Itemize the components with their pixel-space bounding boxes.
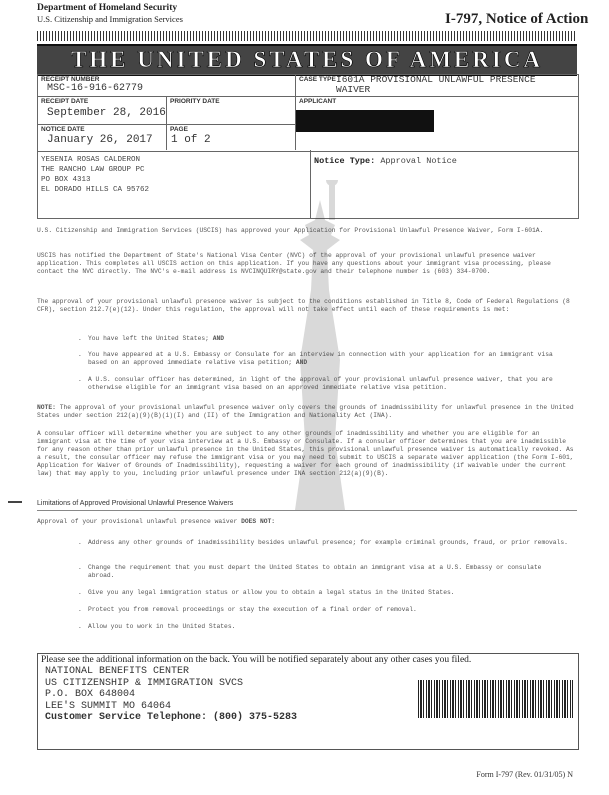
requirement-text: You have left the United States;: [88, 335, 209, 342]
limitation-item: . Protect you from removal proceedings or stay the execution of a final order of removal.: [78, 606, 417, 613]
banner-title: THE UNITED STATES OF AMERICA: [70, 47, 544, 72]
note-paragraph: [37, 404, 577, 420]
requirement-text: A U.S. consular officer has determined, in light of the approval of your provisional unlawful presence waiver, that you are otherwise eligible for an immigrant visa based on an approved immediate relative visa petition.: [88, 376, 553, 391]
limitation-item: . Give you any legal immigration status or allow you to obtain a legal status in the United States.: [78, 589, 455, 596]
paragraph-consular: A consular officer will determine whether you are subject to any other grounds of inadmissibility and whether you are eligible for an immigrant visa at the time of your visa interview at a U.S. Embassy or Consulate. If a consular officer determines that you are inadmissible for any reason other than prior unlawful presence in the United States, this provisional unlawful presence waiver is automatically revoked. As a result, the consular officer may refuse the immigrant visa or you may need to submit to USCIS a separate waiver application (the Form I-601, Application for Waiver of Grounds of Inadmissibility), requesting a waiver for each ground of inadmissibility (if waivable under the current law) that may apply to you, including prior unlawful presence under INA section 212(a)(9)(B).: [37, 430, 574, 477]
receipt-date-label: RECEIPT DATE: [41, 98, 89, 105]
applicant-redaction: [296, 110, 434, 132]
and-label: AND: [212, 335, 225, 342]
limitation-text: Protect you from removal proceedings or stay the execution of a final order of removal.: [88, 606, 417, 613]
requirement-text: You have appeared at a U.S. Embassy or Consulate for an interview in connection with your application for an immigrant visa based on an approved immediate relative visa petition;: [88, 351, 553, 366]
case-type-label: CASE TYPE: [299, 76, 336, 83]
form-title: I-797, Notice of Action: [445, 11, 589, 27]
page-label: PAGE: [170, 126, 188, 133]
notice-type-label: Notice Type:: [314, 156, 376, 166]
paragraph-nvc: USCIS has notified the Department of State's National Visa Center (NVC) of the approval of your provisional unlawful presence waiver application. This completes all USCIS action on this application. If you have any questions about your immigrant visa processing, please contact the NVC directly. The NVC's e-mail address is NVCINQUIRY@state.gov and their telephone number is (603) 334-0700.: [37, 252, 551, 275]
requirement-item: . A U.S. consular officer has determined, in light of the approval of your provisional unlawful presence waiver, that you are otherwise eligible for an immigrant visa based on an approved immediate relative visa petition.: [78, 376, 553, 391]
address-line: YESENIA ROSAS CALDERON: [41, 156, 141, 164]
case-type: I601A PROVISIONAL UNLAWFUL PRESENCE WAIVER: [336, 74, 536, 95]
address-line: EL DORADO HILLS CA 95762: [41, 186, 150, 194]
limitations-intro-text: Approval of your provisional unlawful presence waiver: [37, 518, 238, 525]
limitation-text: Allow you to work in the United States.: [88, 623, 236, 630]
limitation-item: . Address any other grounds of inadmissibility besides unlawful presence; for example criminal grounds, fraud, or prior removals.: [78, 539, 568, 546]
notice-date-label: NOTICE DATE: [41, 126, 85, 133]
header-hatch-rule: [37, 31, 577, 41]
limitation-item: . Change the requirement that you must depart the United States to obtain an immigrant visa at a U.S. Embassy or consulate abroad.: [78, 564, 542, 579]
requirement-item: . You have appeared at a U.S. Embassy or Consulate for an interview in connection with your application for an immigrant visa based on an approved immediate relative visa petition; AND: [78, 351, 553, 366]
agency-subname: U.S. Citizenship and Immigration Services: [37, 14, 183, 24]
priority-date-label: PRIORITY DATE: [170, 98, 220, 105]
paragraph-conditions: The approval of your provisional unlawful presence waiver is subject to the conditions established in Title 8, Code of Federal Regulations (8 CFR), section 212.7(e)(12). Under this regulation, the approval will not take effect until each of these requirements is met:: [37, 298, 570, 313]
phone-number: (800) 375-5283: [213, 712, 298, 723]
receipt-number-label: RECEIPT NUMBER: [41, 76, 100, 83]
and-label: AND: [295, 359, 308, 366]
page-number: 1 of 2: [171, 134, 211, 146]
agency-name: Department of Homeland Security: [37, 3, 178, 13]
paragraph-approval: U.S. Citizenship and Immigration Services (USCIS) has approved your Application for Provisional Unlawful Presence Waiver, Form I-601A.: [37, 227, 544, 234]
phone-label: Customer Service Telephone:: [45, 712, 208, 723]
banner: [37, 44, 577, 76]
customer-service-phone: [45, 712, 297, 724]
requirement-item: . You have left the United States; AND: [78, 335, 225, 342]
applicant-label: APPLICANT: [299, 98, 337, 105]
address-line: US CITIZENSHIP & IMMIGRATION SVCS: [45, 677, 244, 689]
note-text: The approval of your provisional unlawful presence waiver only covers the grounds of inadmissibility for unlawful presence in the United States under section 212(a)(9)(B)(i)(I) and (II) of the Immigration and Nationality Act (INA).: [37, 404, 574, 419]
address-line: P.O. BOX 648004: [45, 689, 136, 700]
address-line: THE RANCHO LAW GROUP PC: [41, 166, 145, 174]
limitations-intro: [37, 518, 577, 526]
service-center-address: [45, 666, 297, 724]
notice-type-value: Approval Notice: [380, 156, 457, 166]
does-not-label: DOES NOT:: [241, 518, 276, 525]
limitation-text: Give you any legal immigration status or allow you to obtain a legal status in the United States.: [88, 589, 455, 596]
additional-info-notice: Please see the additional information on the back. You will be notified separately about any other cases you filed.: [41, 655, 472, 665]
barcode: [418, 680, 573, 718]
notice-date: January 26, 2017: [47, 134, 153, 146]
margin-mark: [8, 501, 22, 503]
receipt-date: September 28, 2016: [47, 107, 166, 119]
form-revision: Form I-797 (Rev. 01/31/05) N: [476, 770, 573, 779]
mailing-address: [41, 155, 149, 195]
col-divider: [166, 96, 167, 150]
row-divider: [37, 96, 578, 97]
receipt-number: MSC-16-916-62779: [47, 83, 144, 94]
address-line: NATIONAL BENEFITS CENTER: [45, 666, 190, 677]
notice-type: [314, 156, 457, 166]
note-label: NOTE:: [37, 404, 56, 411]
limitations-heading: Limitations of Approved Provisional Unlawful Presence Waivers: [37, 500, 234, 507]
address-line: LEE'S SUMMIT MO 64064: [45, 700, 172, 712]
limitation-text: Change the requirement that you must depart the United States to obtain an immigrant visa at a U.S. Embassy or consulate abroad.: [88, 564, 542, 579]
address-line: PO BOX 4313: [41, 176, 91, 184]
limitations-rule: [37, 510, 577, 511]
limitation-item: . Allow you to work in the United States.: [78, 623, 236, 630]
limitation-text: Address any other grounds of inadmissibility besides unlawful presence; for example criminal grounds, fraud, or prior removals.: [88, 539, 568, 546]
